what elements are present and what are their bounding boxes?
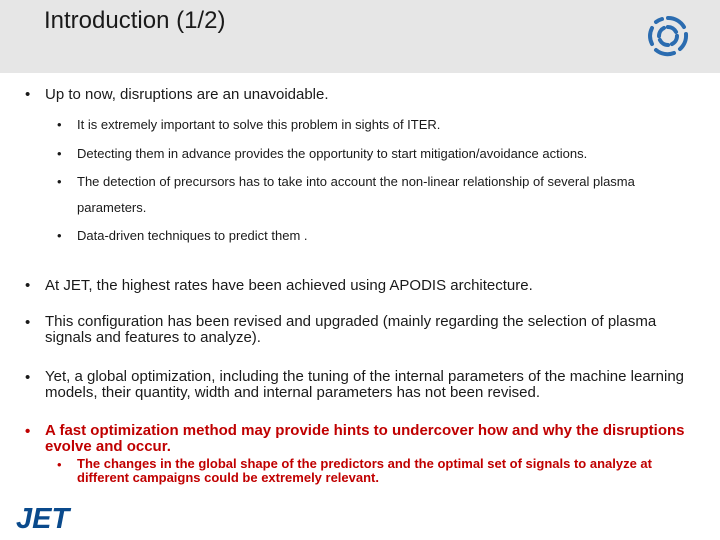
sub-bullet-text: It is extremely important to solve this problem in sights of ITER.: [77, 117, 441, 132]
bullet-text: Up to now, disruptions are an unavoidable.: [45, 86, 329, 103]
highlight-sub-bullet-text: The changes in the global shape of the predictors and the optimal set of signals to analyze at different campaigns could be extremely relevant.: [77, 456, 652, 485]
sub-bullet-marker: •: [57, 457, 62, 472]
fusion-ring-logo-icon: [647, 15, 689, 57]
sub-bullet-marker: •: [57, 117, 62, 132]
bullet-text: At JET, the highest rates have been achieved using APODIS architecture.: [45, 277, 533, 294]
sub-bullet-text: The detection of precursors has to take into account the non-linear relationship of several plasma: [77, 174, 635, 189]
highlight-bullet-text: A fast optimization method may provide hints to undercover how and why the disruptions evolve and occur.: [45, 422, 685, 455]
sub-bullet-marker: •: [57, 174, 62, 189]
sub-bullet-marker: •: [57, 228, 62, 243]
bullet-text: This configuration has been revised and upgraded (mainly regarding the selection of plasma signals and features to analyze).: [45, 313, 657, 346]
bullet-marker: •: [25, 423, 31, 440]
slide-title: Introduction (1/2): [44, 7, 226, 34]
slide-header: [0, 0, 720, 73]
sub-bullet-marker: •: [57, 146, 62, 161]
bullet-marker: •: [25, 86, 31, 103]
bullet-text: Yet, a global optimization, including the tuning of the internal parameters of the machine learning models, their quantity, width and internal parameters has not been revised.: [45, 368, 685, 401]
sub-bullet-text-continued: parameters.: [77, 200, 147, 215]
bullet-marker: •: [25, 314, 31, 331]
sub-bullet-text: Data-driven techniques to predict them .: [77, 228, 308, 243]
bullet-marker: •: [25, 369, 31, 386]
bullet-marker: •: [25, 277, 31, 294]
sub-bullet-text: Detecting them in advance provides the opportunity to start mitigation/avoidance actions.: [77, 146, 588, 161]
jet-logo: JET: [16, 503, 70, 535]
